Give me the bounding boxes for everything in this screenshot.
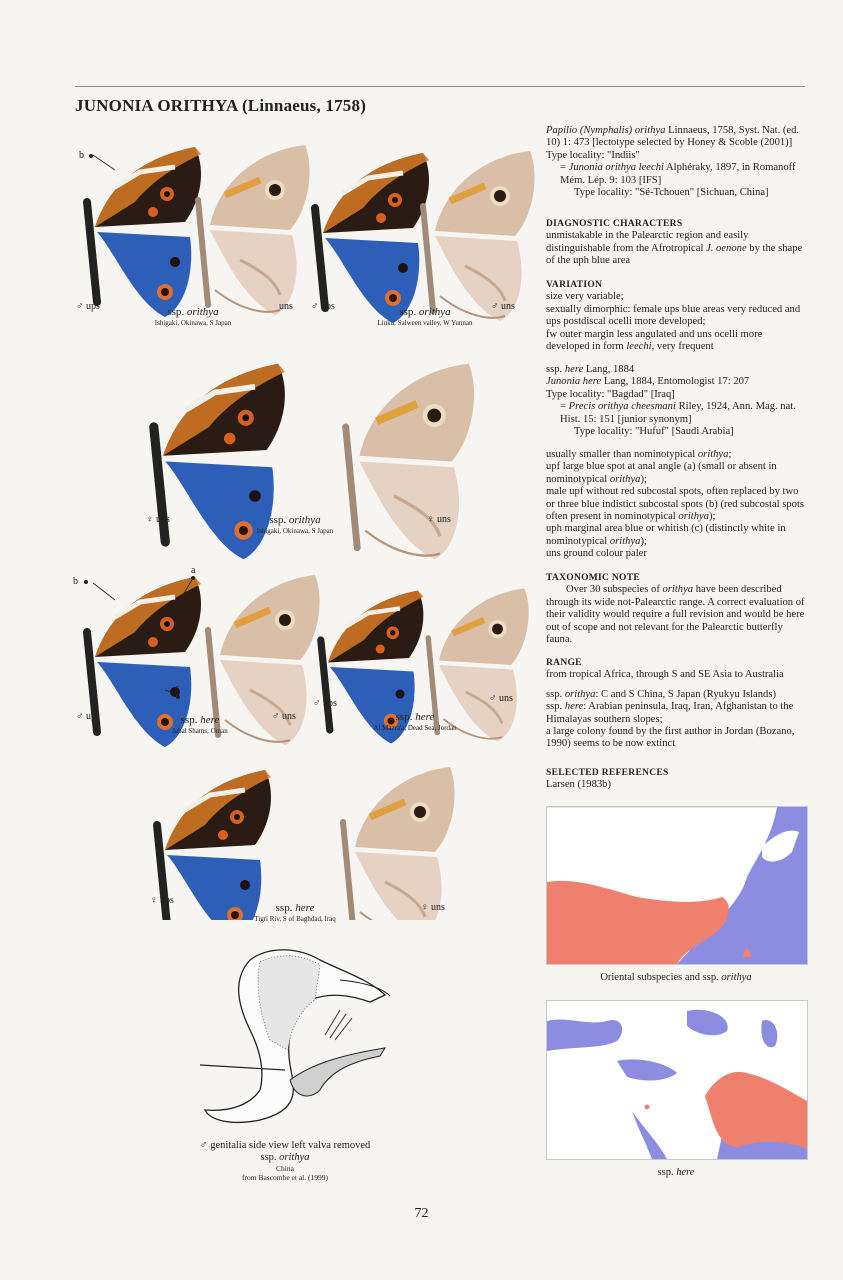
ssp-here-block: ssp. here Lang, 1884 Junonia here Lang, 1884, Entomologist 17: 207 Type locality: "Bagdad" [Iraq] = Precis orithya cheesmani Riley, 1924, Ann. Mag. nat. Hist. 15: 151 [junior synonym] Type locality: "Hufuf" [Saudi Arabia] xyxy=(546,364,796,438)
page-title: JUNONIA ORITHYA (Linnaeus, 1758) xyxy=(75,96,367,115)
label-male-ups-3: ♂ ups xyxy=(76,711,100,722)
label-male-ups-1: ♂ ups xyxy=(76,301,100,312)
page-number: 72 xyxy=(414,1206,429,1221)
range-map-oriental xyxy=(546,806,808,965)
label-female-ups: ♀ ups xyxy=(146,514,170,525)
butterfly-female-ups-here-iraq xyxy=(157,770,271,920)
butterfly-female-uns-orithya xyxy=(346,364,474,560)
range-section: RANGE from tropical Africa, through S and SE Asia to Australia ssp. orithya: C and S China, S Japan (Ryukyu Islands) ssp. here: Arabian peninsula, Iraq, Iran, Afghanistan to the Himalayas southern slopes; a large colony found by the first author in Jordan (Bozano, 1990) seems to be now extinct xyxy=(546,658,795,750)
butterfly-male-uns-orithya-japan xyxy=(198,145,310,315)
caption-row1-left: ssp. orithya Ishigaki, Okinawa, S Japan xyxy=(154,306,232,327)
synonymy-block: Papilio (Nymphalis) orithya Linnaeus, 1758, Syst. Nat. (ed. 10) 1: 473 [lectotype selected by Honey & Scoble (2001)] Type locality: "Indiis" = Junonia orithya leechi Alphéraky, 1897, in Romanoff Mém. Lép. 9: 103 [IFS] Type locality: "Sé-Tchouen" [Sichuan, China] xyxy=(546,125,800,199)
marker-b-row1: b xyxy=(79,150,84,161)
label-male-ups-2: ♂ ups xyxy=(311,301,335,312)
label-female-ups-2: ♀ ups xyxy=(150,895,174,906)
marker-dot xyxy=(191,576,195,580)
caption-row1-right: ssp. orithya Liuku, Salween valley, W Yunnan xyxy=(377,306,473,327)
label-female-uns-2: ♀ uns xyxy=(421,902,445,913)
butterfly-male-uns-orithya-yunnan xyxy=(423,151,535,321)
genitalia-drawing xyxy=(190,940,400,1135)
butterfly-male-ups-orithya-japan xyxy=(87,147,201,317)
taxonomic-note-section: TAXONOMIC NOTE Over 30 subspecies of orithya have been described through its wide not-Palearctic range. A correct evaluation of their validity would require a full revision and would be here out of scope and not relevant for the Palearctic butterfly fauna. xyxy=(546,573,805,646)
variation-section: VARIATION size very variable; sexually dimorphic: female ups blue areas very reduced and ups postdiscal ocelli more developed; fw outer margin less angulated and uns ocelli more developed in form leechi, very frequent xyxy=(546,280,801,353)
marker-dot xyxy=(84,580,88,584)
label-male-uns-3: ♂ uns xyxy=(272,711,296,722)
label-male-ups-4: ♂ ups xyxy=(313,698,337,709)
references-section: SELECTED REFERENCES Larsen (1983b) xyxy=(546,768,669,791)
label-uns-1: uns xyxy=(279,301,293,312)
marker-c: c xyxy=(175,683,180,694)
marker-dot xyxy=(176,695,180,699)
marker-dot xyxy=(89,154,93,158)
marker-a: a xyxy=(191,565,196,576)
genitalia-caption: ♂ genitalia side view left valva removed ssp. orithya China from Bascombe et al. (1999) xyxy=(199,1140,371,1182)
diagnostic-section: DIAGNOSTIC CHARACTERS unmistakable in the Palearctic region and easily distinguishable from the Afrotropical J. oenone by the shape of the uph blue area xyxy=(546,219,803,267)
header-rule xyxy=(75,86,805,87)
caption-row4: ssp. here Tigri Riv, S of Baghdad, Iraq xyxy=(254,902,336,923)
caption-row3-left: ssp. here Jabal Shams, Oman xyxy=(172,714,228,735)
ssp-here-description: usually smaller than nominotypical orithya; upf large blue spot at anal angle (a) (small or absent in nominotypical orithya); male upf without red subcostal spots, often replaced by two or three blue indistict subcostal spots (b) (red subcostal spots often present in nominotypical orithya); uph marginal area blue or whitish (c) (distinctly white in nominotypical orithya); uns ground colour paler xyxy=(546,449,805,560)
map2-caption: ssp. here xyxy=(657,1167,695,1178)
range-map-here xyxy=(546,1000,808,1160)
map1-caption: Oriental subspecies and ssp. orithya xyxy=(600,972,752,983)
label-male-uns-2: ♂ uns xyxy=(491,301,515,312)
label-male-uns-4: ♂ uns xyxy=(489,693,513,704)
marker-b-row3: b xyxy=(73,576,78,587)
butterfly-male-ups-orithya-yunnan xyxy=(315,153,429,323)
caption-row2: ssp. orithya Ishigaki, Okinawa, S Japan xyxy=(256,514,334,535)
butterfly-female-uns-here-iraq xyxy=(343,767,455,920)
caption-row3-right: ssp. here Al Mazra'a, Dead Sea, Jordan xyxy=(373,711,457,732)
label-female-uns: ♀ uns xyxy=(427,514,451,525)
